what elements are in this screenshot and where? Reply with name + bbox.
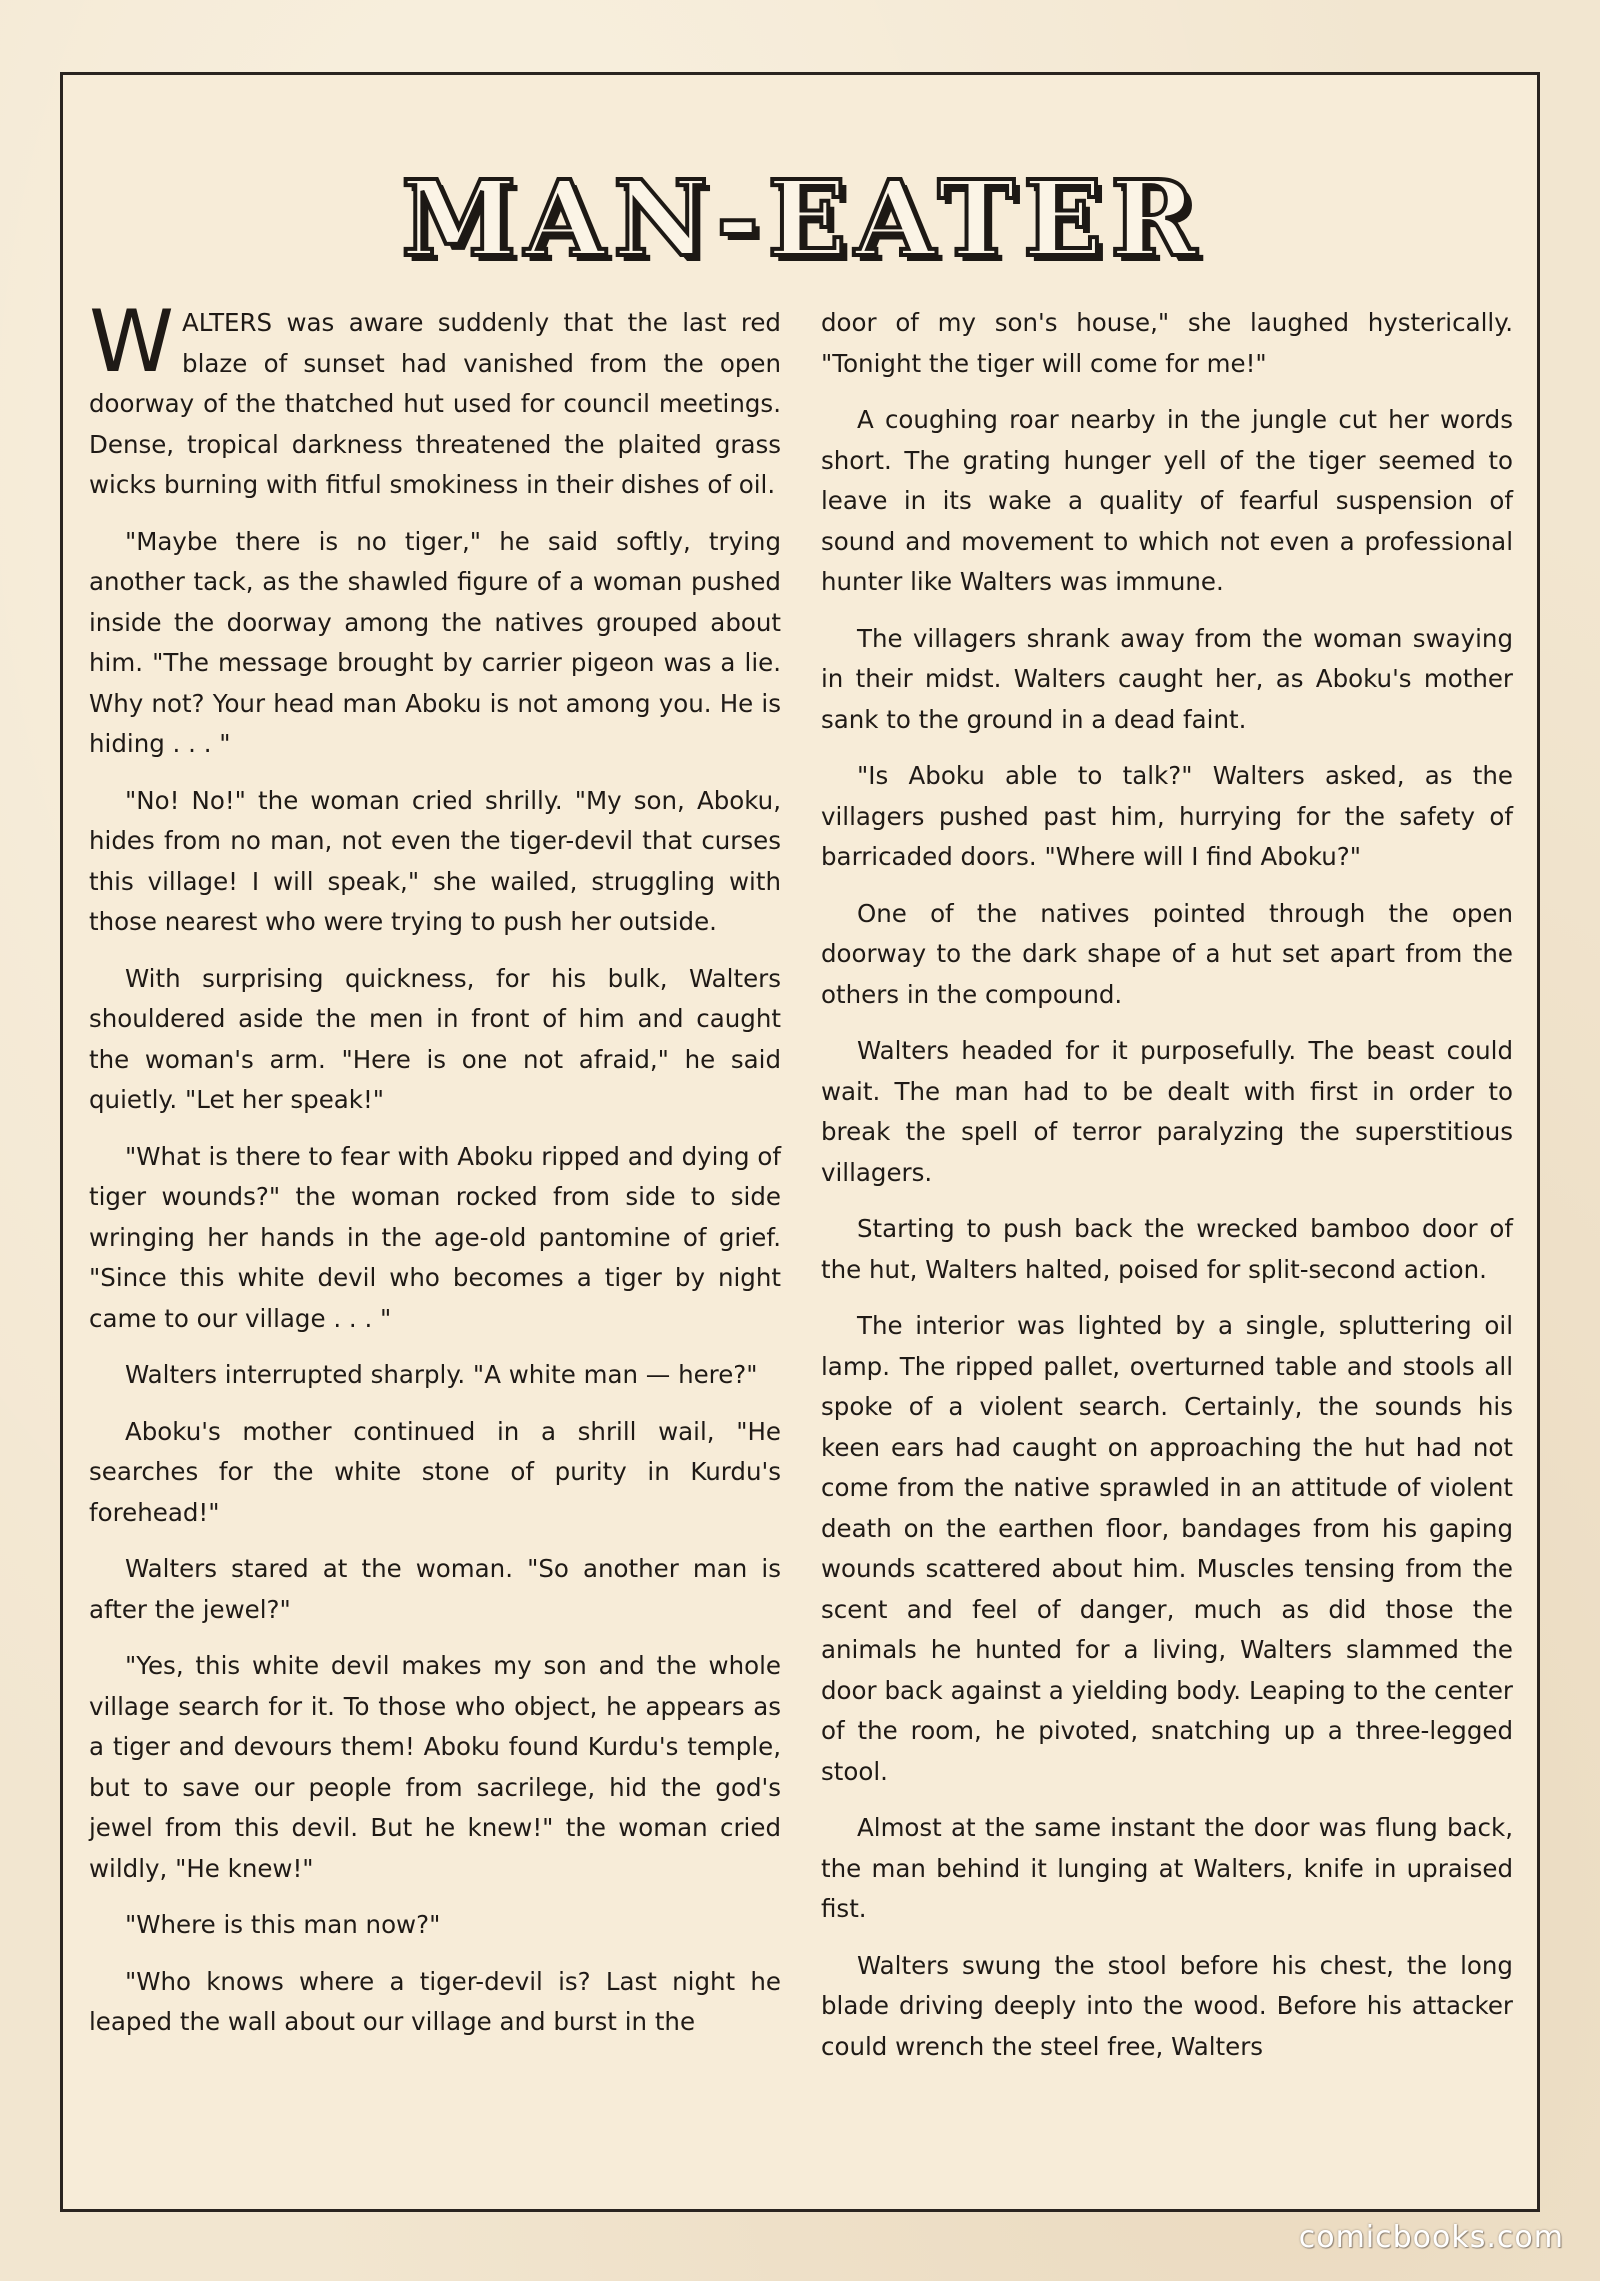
paragraph: Walters swung the stool before his chest, the long blade driving deeply into the wood. Before his attacker could wrench the steel free, Walters (821, 1950, 1513, 2061)
paragraph: "What is there to fear with Aboku ripped and dying of tiger wounds?" the woman rocked from side to side wringing her hands in the age-old pantomine of grief. "Since this white devil who becomes a tiger by night came to our village . . . " (89, 1141, 781, 1333)
paragraph: The interior was lighted by a single, spluttering oil lamp. The ripped pallet, overturned table and stools all spoke of a violent search. Certainly, the sounds his keen ears had caught on approaching the hut had not come from the native sprawled in an attitude of violent death on the earthen floor, bandages from his gaping wounds scattered about him. Muscles tensing from the scent and feel of danger, much as did those the animals he hunted for a living, Walters slammed the door back against a yielding body. Leaping to the center of the room, he pivoted, snatching up a three-legged stool. (821, 1311, 1513, 1786)
continued-paragraph: door of my son's house," she laughed hysterically. "Tonight the tiger will come for me!" (821, 308, 1513, 378)
paragraph: Aboku's mother continued in a shrill wail, "He searches for the white stone of purity in Kurdu's forehead!" (89, 1416, 781, 1527)
paragraph: "Maybe there is no tiger," he said softly, trying another tack, as the shawled figure of a woman pushed inside the doorway among the natives grouped about him. "The message brought by carrier pigeon was a lie. Why not? Your head man Aboku is not among you. He is hiding . . . " (89, 526, 781, 758)
paragraph: With surprising quickness, for his bulk, Walters shouldered aside the men in front of him and caught the woman's arm. "Here is one not afraid," he said quietly. "Let her speak!" (89, 963, 781, 1114)
opening-paragraph-text: ALTERS was aware suddenly that the last red blaze of sunset had vanished from the open doorway of the thatched hut used for council meetings. Dense, tropical darkness threatened the plaited grass wicks burning with fitful smokiness in their dishes of oil. (89, 308, 781, 499)
paragraph: Walters interrupted sharply. "A white man — here?" (125, 1360, 758, 1389)
paragraph: Walters stared at the woman. "So another man is after the jewel?" (89, 1554, 781, 1624)
paragraph: Almost at the same instant the door was flung back, the man behind it lunging at Walters, knife in upraised fist. (821, 1813, 1513, 1923)
paragraph: "Is Aboku able to talk?" Walters asked, as the villagers pushed past him, hurrying for the safety of barricaded doors. "Where will I find Aboku?" (821, 761, 1513, 871)
paragraph: "Yes, this white devil makes my son and the whole village search for it. To those who object, he appears as a tiger and devours them! Aboku found Kurdu's temple, but to save our people from sacrilege, hid the god's jewel from this devil. But he knew!" the woman cried wildly, "He knew!" (89, 1651, 781, 1883)
paragraph: "No! No!" the woman cried shrilly. "My son, Aboku, hides from no man, not even the tiger-devil that curses this village! I will speak," she wailed, struggling with those nearest who were trying to push her outside. (89, 785, 781, 936)
left-column (89, 292, 781, 2059)
paragraph: One of the natives pointed through the open doorway to the dark shape of a hut set apart from the others in the compound. (821, 898, 1513, 1009)
story-frame (60, 72, 1540, 2212)
paragraph: Walters headed for it purposefully. The beast could wait. The man had to be dealt with first in order to break the spell of terror paralyzing the superstitious villagers. (821, 1036, 1513, 1187)
opening-paragraph (89, 292, 781, 506)
paragraph: The villagers shrank away from the woman swaying in their midst. Walters caught her, as Aboku's mother sank to the ground in a dead faint. (821, 623, 1513, 734)
paragraph: "Who knows where a tiger-devil is? Last night he leaped the wall about our village and burst in the (89, 1966, 781, 2036)
story-title: MAN-EATER (401, 157, 1205, 280)
paragraph: "Where is this man now?" (125, 1910, 441, 1939)
paragraph: A coughing roar nearby in the jungle cut her words short. The grating hunger yell of the tiger seemed to leave in its wake a quality of fearful suspension of sound and movement to which not even a professional hunter like Walters was immune. (821, 405, 1513, 596)
drop-cap: W (89, 292, 175, 392)
site-watermark: comicbooks.com (1298, 2220, 1564, 2255)
paragraph: Starting to push back the wrecked bamboo door of the hut, Walters halted, poised for split-second action. (821, 1214, 1513, 1284)
right-column (821, 303, 1513, 2083)
